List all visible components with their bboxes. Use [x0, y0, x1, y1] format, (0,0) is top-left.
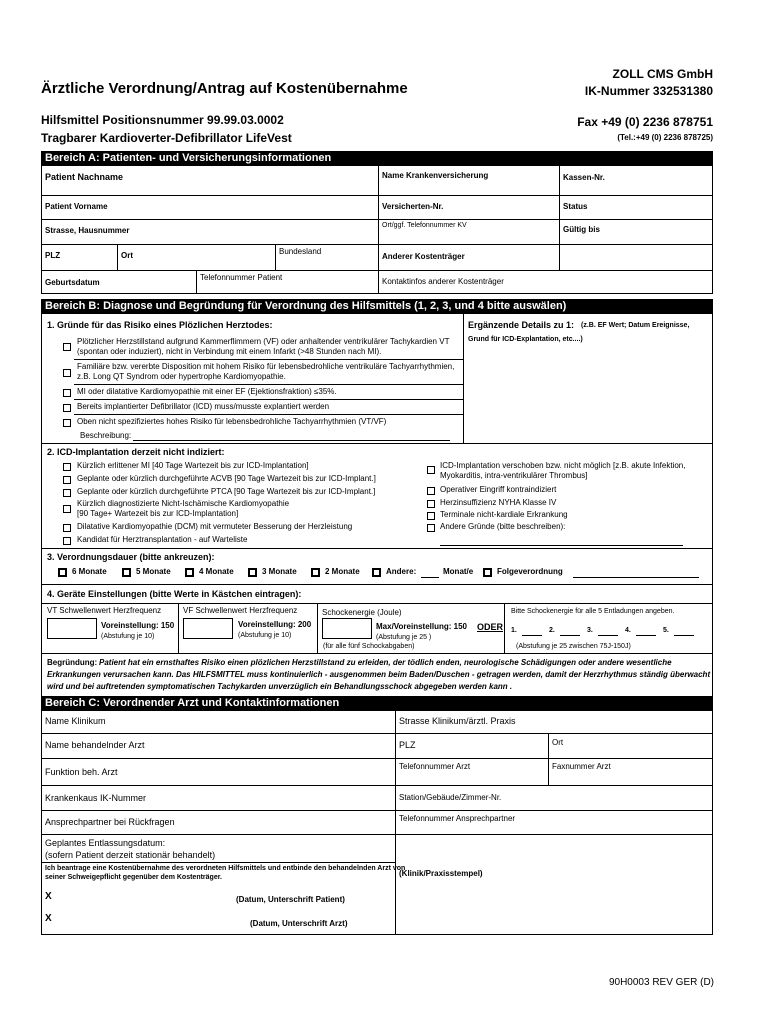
vf-abstufung: (Abstufung je 10) [238, 632, 292, 639]
q2-checkbox-dcm[interactable] [63, 524, 71, 532]
versicherten-nr-label: Versicherten-Nr. [382, 202, 444, 211]
company-name: ZOLL CMS GmbH [612, 67, 713, 81]
q2-checkbox-operativ[interactable] [427, 487, 435, 495]
q4-title: 4. Geräte Einstellungen (bitte Werte in Kästchen eintragen): [47, 589, 302, 599]
energie-num-3: 3. [587, 627, 593, 634]
q2-checkbox-andere[interactable] [427, 524, 435, 532]
q2-checkbox-mi[interactable] [63, 463, 71, 471]
strasse-klinikum-label: Strasse Klinikum/ärztl. Praxis [399, 716, 516, 726]
q3-checkbox-2[interactable] [311, 568, 320, 577]
q3-folge-line[interactable] [573, 577, 699, 578]
q2-item-verschoben-2: Myokarditis, intra-ventrikulärer Thrombus] [440, 471, 588, 480]
q1-item-familiaer-1: Familiäre bzw. vererbte Disposition mit hohem Risiko für lebensbedrohliche ventrikuläre Tachyarrhythmien, [77, 362, 455, 371]
sign-patient-label: (Datum, Unterschrift Patient) [236, 895, 345, 904]
x-arzt: X [45, 913, 52, 924]
q1-beschreibung-label: Beschreibung: [80, 431, 132, 440]
begruendung-line-3: wird und bei auftretenden symptomatischen Tachykarden unverzüglich ein Behandlungsschock abgegeben werden kann . [47, 682, 513, 691]
energie-title: Bitte Schockenergie für alle 5 Entladungen angeben. [511, 608, 675, 615]
energie-line-5[interactable] [674, 635, 694, 636]
kassen-nr-label: Kassen-Nr. [563, 173, 605, 182]
kontaktinfos-label: Kontaktinfos anderer Kostenträger [382, 277, 504, 286]
q3-checkbox-andere[interactable] [372, 568, 381, 577]
fax-arzt-label: Faxnummer Arzt [552, 762, 611, 771]
q3-option-4: 4 Monate [199, 567, 234, 576]
q1-item-vf-1: Plötzlicher Herzstillstand aufgrund Kammerflimmern (VF) oder anhaltender ventrikulärer Tachykardien VT [77, 337, 450, 346]
position-number: Hilfsmittel Positionsnummer 99.99.03.0002 [41, 113, 284, 127]
product-name: Tragbarer Kardioverter-Defibrillator LifeVest [41, 131, 292, 145]
form-title: Ärztliche Verordnung/Antrag auf Kostenübernahme [41, 80, 408, 97]
energie-abstufung: (Abstufung je 25 zwischen 75J-150J) [516, 643, 631, 650]
begruendung-line-1: Patient hat ein ernsthaftes Risiko einen plözlichen Herzstillstand zu erleiden, der tödlich enden, neurologische Schädigungen oder andere wesentliche [99, 658, 672, 667]
q2-andere-line[interactable] [440, 545, 683, 546]
q3-option-andere: Andere: [386, 567, 417, 576]
schock-note: (für alle fünf Schockabgaben) [323, 643, 415, 650]
antrag-text-1: Ich beantrage eine Kostenübernahme des verordneten Hilfsmittels und entbinde den behandelnden Arzt von [45, 865, 406, 872]
entlassung-label-2: (sofern Patient derzeit stationär behandelt) [45, 850, 216, 860]
q2-checkbox-terminal[interactable] [427, 512, 435, 520]
section-b-header: Bereich B: Diagnose und Begründung für Verordnung des Hilfsmittels (1, 2, 3, und 4 bitte auswälen) [41, 299, 713, 313]
q1-checkbox-mi[interactable] [63, 389, 71, 397]
name-klinikum-label: Name Klinikum [45, 716, 106, 726]
x-patient: X [45, 891, 52, 902]
q3-option-2: 2 Monate [325, 567, 360, 576]
q2-title: 2. ICD-Implantation derzeit nicht indiziert: [47, 447, 225, 457]
details-title: Ergänzende Details zu 1: [468, 320, 575, 330]
form-code: 90H0003 REV GER (D) [608, 977, 714, 988]
q1-checkbox-icd[interactable] [63, 404, 71, 412]
q3-option-6: 6 Monate [72, 567, 107, 576]
q2-item-verschoben-1: ICD-Implantation verschoben bzw. nicht möglich [z.B. akute Infektion, [440, 461, 686, 470]
station-label: Station/Gebäude/Zimmer-Nr. [399, 793, 502, 802]
q1-item-familiaer-2: z.B. Long QT Syndrom oder hypertrophe Kardiomyopathie. [77, 372, 286, 381]
q3-andere-line[interactable] [421, 577, 439, 578]
q3-option-monate: Monat/e [443, 567, 474, 576]
q2-item-mi: Kürzlich erlittener MI [40 Tage Wartezeit bis zur ICD-Implantation] [77, 461, 309, 470]
ik-nummer-label: Krankenkaus IK-Nummer [45, 793, 147, 803]
q3-checkbox-6[interactable] [58, 568, 67, 577]
q2-checkbox-verschoben[interactable] [427, 466, 435, 474]
q1-checkbox-other[interactable] [63, 419, 71, 427]
q3-option-5: 5 Monate [136, 567, 171, 576]
begruendung-line-2: Erkrankungen verursachen kann. Das HILFSMITTEL muss kontinuierlich - ausgenommen beim Baden/Duschen - getragen werden, damit der Herzrhythmus ständig überwacht [47, 670, 711, 679]
energie-num-1: 1. [511, 627, 517, 634]
q2-item-andere: Andere Gründe (bitte beschreiben): [440, 522, 566, 531]
q1-checkbox-familiaer[interactable] [63, 369, 71, 377]
ansprechpartner-label: Ansprechpartner bei Rückfragen [45, 817, 175, 827]
plz-arzt-label: PLZ [399, 740, 416, 750]
q2-checkbox-acvb[interactable] [63, 476, 71, 484]
fax-number: Fax +49 (0) 2236 878751 [577, 115, 713, 129]
q2-item-kardiomyopathie-2: [90 Tage+ Wartezeit bis zur ICD-Implantation] [77, 509, 239, 518]
sign-arzt-label: (Datum, Unterschrift Arzt) [250, 919, 348, 928]
funktion-label: Funktion beh. Arzt [45, 767, 118, 777]
q2-item-acvb: Geplante oder kürzlich durchgeführte ACVB [90 Tage Wartezeit bis zur ICD-Implant.] [77, 474, 376, 483]
q1-item-other: Oben nicht spezifiziertes hohes Risiko für lebensbedrohliche Tachyarrhythmien (VT/VF) [77, 417, 387, 426]
q1-beschreibung-line[interactable] [133, 440, 450, 441]
q1-item-mi: MI oder dilatative Kardiomyopathie mit einer EF (Ejektionsfraktion) ≤35%. [77, 387, 337, 396]
vt-voreinstellung: Voreinstellung: 150 [101, 621, 175, 630]
q2-item-dcm: Dilatative Kardiomyopathie (DCM) mit vermuteter Besserung der Herzleistung [77, 522, 353, 531]
q1-item-vf-2: (spontan oder induziert), nicht in Verbindung mit einem Infarkt (>48 Stunden nach MI). [77, 347, 382, 356]
q1-item-icd: Bereits implantierter Defibrillator (ICD) muss/musste explantiert werden [77, 402, 330, 411]
strasse-label: Strasse, Hausnummer [45, 226, 130, 235]
q2-item-nyha: Herzinsuffizienz NYHA Klasse IV [440, 498, 557, 507]
telefon-arzt-label: Telefonnummer Arzt [399, 762, 471, 771]
plz-label: PLZ [45, 251, 61, 260]
q3-checkbox-5[interactable] [122, 568, 131, 577]
vt-label: VT Schwellenwert Herzfrequenz [47, 606, 162, 615]
q3-checkbox-4[interactable] [185, 568, 194, 577]
antrag-text-2: seiner Schweigepflicht gegenüber dem Kostenträger. [45, 874, 222, 881]
energie-num-4: 4. [625, 627, 631, 634]
section-a-header: Bereich A: Patienten- und Versicherungsinformationen [41, 151, 713, 165]
q3-title: 3. Verordnungsdauer (bitte ankreuzen): [47, 552, 215, 562]
details-note: (z.B. EF Wert; Datum Ereignisse, [581, 322, 690, 329]
energie-line-3[interactable] [598, 635, 618, 636]
energie-line-4[interactable] [636, 635, 656, 636]
q2-item-transplant: Kandidat für Herztransplantation - auf Warteliste [77, 535, 248, 544]
telefon-ansprechpartner-label: Telefonnummer Ansprechpartner [399, 814, 516, 823]
gueltig-bis-label: Gültig bis [563, 225, 600, 234]
q2-checkbox-transplant[interactable] [63, 537, 71, 545]
anderer-kostentraeger-label: Anderer Kostenträger [382, 252, 465, 261]
oder-label: ODER [477, 622, 504, 632]
name-arzt-label: Name behandelnder Arzt [45, 740, 145, 750]
schock-input-box[interactable] [322, 618, 372, 639]
q3-checkbox-3[interactable] [248, 568, 257, 577]
status-label: Status [563, 202, 588, 211]
geburtsdatum-label: Geburtsdatum [45, 278, 100, 287]
q1-checkbox-vf[interactable] [63, 343, 71, 351]
energie-line-2[interactable] [560, 635, 580, 636]
patient-vorname-label: Patient Vorname [45, 202, 108, 211]
ort-label: Ort [121, 251, 133, 260]
bundesland-label: Bundesland [279, 247, 322, 256]
schock-max: Max/Voreinstellung: 150 [376, 622, 467, 631]
q2-checkbox-nyha[interactable] [427, 500, 435, 508]
energie-line-1[interactable] [522, 635, 542, 636]
tel-number: (Tel.:+49 (0) 2236 878725) [617, 133, 713, 142]
ik-number: IK-Nummer 332531380 [584, 84, 713, 98]
q2-checkbox-kardiomyopathie[interactable] [63, 505, 71, 513]
q3-checkbox-folge[interactable] [483, 568, 492, 577]
q2-item-operativ: Operativer Eingriff kontraindiziert [440, 485, 557, 494]
section-a-frame [41, 165, 713, 294]
q3-option-3: 3 Monate [262, 567, 297, 576]
krankenversicherung-label: Name Krankenversicherung [382, 171, 489, 180]
details-note-2: Grund für ICD-Explantation, etc....) [468, 336, 583, 343]
schock-label: Schockenergie (Joule) [322, 608, 402, 617]
patient-nachname-label: Patient Nachname [45, 172, 124, 182]
ort-arzt-label: Ort [552, 738, 564, 747]
vf-label: VF Schwellenwert Herzfrequenz [183, 606, 298, 615]
section-c-header: Bereich C: Verordnender Arzt und Kontaktinformationen [41, 696, 713, 710]
vt-input-box[interactable] [47, 618, 97, 639]
begruendung-label: Begründung: [47, 658, 98, 667]
q2-item-terminal: Terminale nicht-kardiale Erkrankung [440, 510, 568, 519]
stempel-label: (Klinik/Praxisstempel) [399, 869, 483, 878]
vf-input-box[interactable] [183, 618, 233, 639]
q2-checkbox-ptca[interactable] [63, 489, 71, 497]
schock-abstufung: (Abstufung je 25 ) [376, 634, 432, 641]
q2-item-ptca: Geplante oder kürzlich durchgeführte PTCA [90 Tage Wartezeit bis zur ICD-Implant.] [77, 487, 376, 496]
energie-num-2: 2. [549, 627, 555, 634]
entlassung-label-1: Geplantes Entlassungsdatum: [45, 838, 166, 848]
telefon-patient-label: Telefonnummer Patient [200, 273, 283, 282]
vf-voreinstellung: Voreinstellung: 200 [238, 620, 312, 629]
ort-telefon-kv-label: Ort/ggf. Telefonnummer KV [382, 222, 467, 229]
q1-title: 1. Gründe für das Risiko eines Plözlichen Herztodes: [47, 320, 273, 330]
energie-num-5: 5. [663, 627, 669, 634]
q2-item-kardiomyopathie-1: Kürzlich diagnostizierte Nicht-Ischämische Kardiomyopathie [77, 499, 290, 508]
q3-option-folge: Folgeverordnung [497, 567, 563, 576]
vt-abstufung: (Abstufung je 10) [101, 633, 155, 640]
